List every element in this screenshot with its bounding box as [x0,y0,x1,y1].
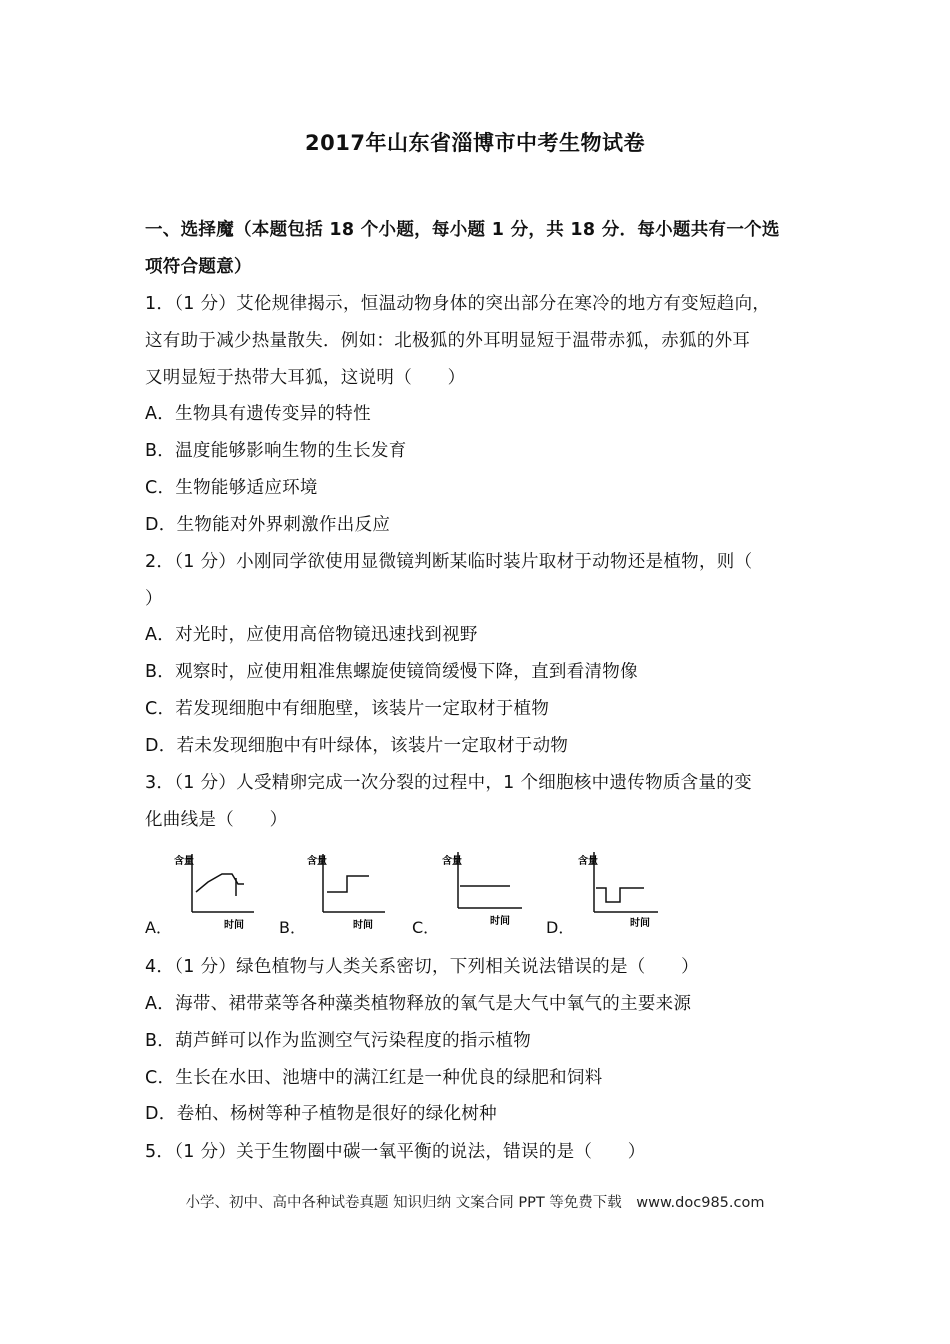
q3-graph-b [305,850,395,932]
q2-option-a: A．对光时，应使用高倍物镜迅速找到视野 [145,625,478,645]
q3-option-c-label: C． [412,918,440,937]
q2-option-c: C．若发现细胞中有细胞壁，该装片一定取材于植物 [145,699,550,719]
q3-stem: 3．（1 分）人受精卵完成一次分裂的过程中，1 个细胞核中遗传物质含量的变 [145,773,752,793]
q2-option-b: B．观察时，应使用粗准焦螺旋使镜筒缓慢下降，直到看清物像 [145,662,638,682]
section-heading: 一、选择魔（本题包括 18 个小题，每小题 1 分，共 18 分．每小题共有一个选 [145,220,780,240]
q1-option-b: B．温度能够影响生物的生长发育 [145,441,407,461]
x-axis-label: 时间 [490,916,510,927]
q2-stem: 2．（1 分）小刚同学欲使用显微镜判断某临时装片取材于动物还是植物，则（ [145,552,753,572]
q3-stem-2: 化曲线是（ ） [145,810,288,830]
q4-option-b: B．葫芦鲜可以作为监测空气污染程度的指示植物 [145,1031,532,1051]
q3-option-a-label: A． [145,918,172,937]
q4-option-a: A．海带、裙带菜等各种藻类植物释放的氧气是大气中氧气的主要来源 [145,994,692,1014]
x-axis-label: 时间 [224,920,244,931]
q1-stem-3: 又明显短于热带大耳狐，这说明（ ） [145,368,466,388]
q3-graph-c [438,848,528,930]
x-axis-label: 时间 [353,920,373,931]
q2-option-d: D．若未发现细胞中有叶绿体，该装片一定取材于动物 [145,736,569,756]
x-axis-label: 时间 [630,918,650,929]
q3-graph-d [572,848,662,930]
q3-graph-a [172,850,262,932]
q1-option-c: C．生物能够适应环境 [145,478,318,498]
page-footer: 小学、初中、高中各种试卷真题 知识归纳 文案合同 PPT 等免费下载 www.doc985.com [185,1195,765,1211]
q3-option-b-label: B． [279,918,306,937]
q5-stem: 5．（1 分）关于生物圈中碳一氧平衡的说法，错误的是（ ） [145,1142,646,1162]
q4-stem: 4．（1 分）绿色植物与人类关系密切，下列相关说法错误的是（ ） [145,957,699,977]
q1-stem: 1．（1 分）艾伦规律揭示，恒温动物身体的突出部分在寒冷的地方有变短趋向， [145,294,771,314]
y-axis-label: 含量 [307,856,327,867]
q2-stem-2: ） [145,589,163,609]
section-heading-cont: 项符合题意） [145,257,252,277]
q1-stem-2: 这有助于减少热量散失．例如：北极狐的外耳明显短于温带赤狐，赤狐的外耳 [145,331,751,351]
q3-option-d-label: D． [546,918,575,937]
q1-option-a: A．生物具有遗传变异的特性 [145,404,371,424]
q1-option-d: D．生物能对外界刺激作出反应 [145,515,391,535]
page-title: 2017年山东省淄博市中考生物试卷 [305,131,645,155]
y-axis-label: 含量 [174,856,194,867]
q4-option-c: C．生长在水田、池塘中的满江红是一种优良的绿肥和饲料 [145,1068,603,1088]
y-axis-label: 含量 [578,856,598,867]
y-axis-label: 含量 [442,856,462,867]
q4-option-d: D．卷柏、杨树等种子植物是很好的绿化树种 [145,1104,497,1124]
